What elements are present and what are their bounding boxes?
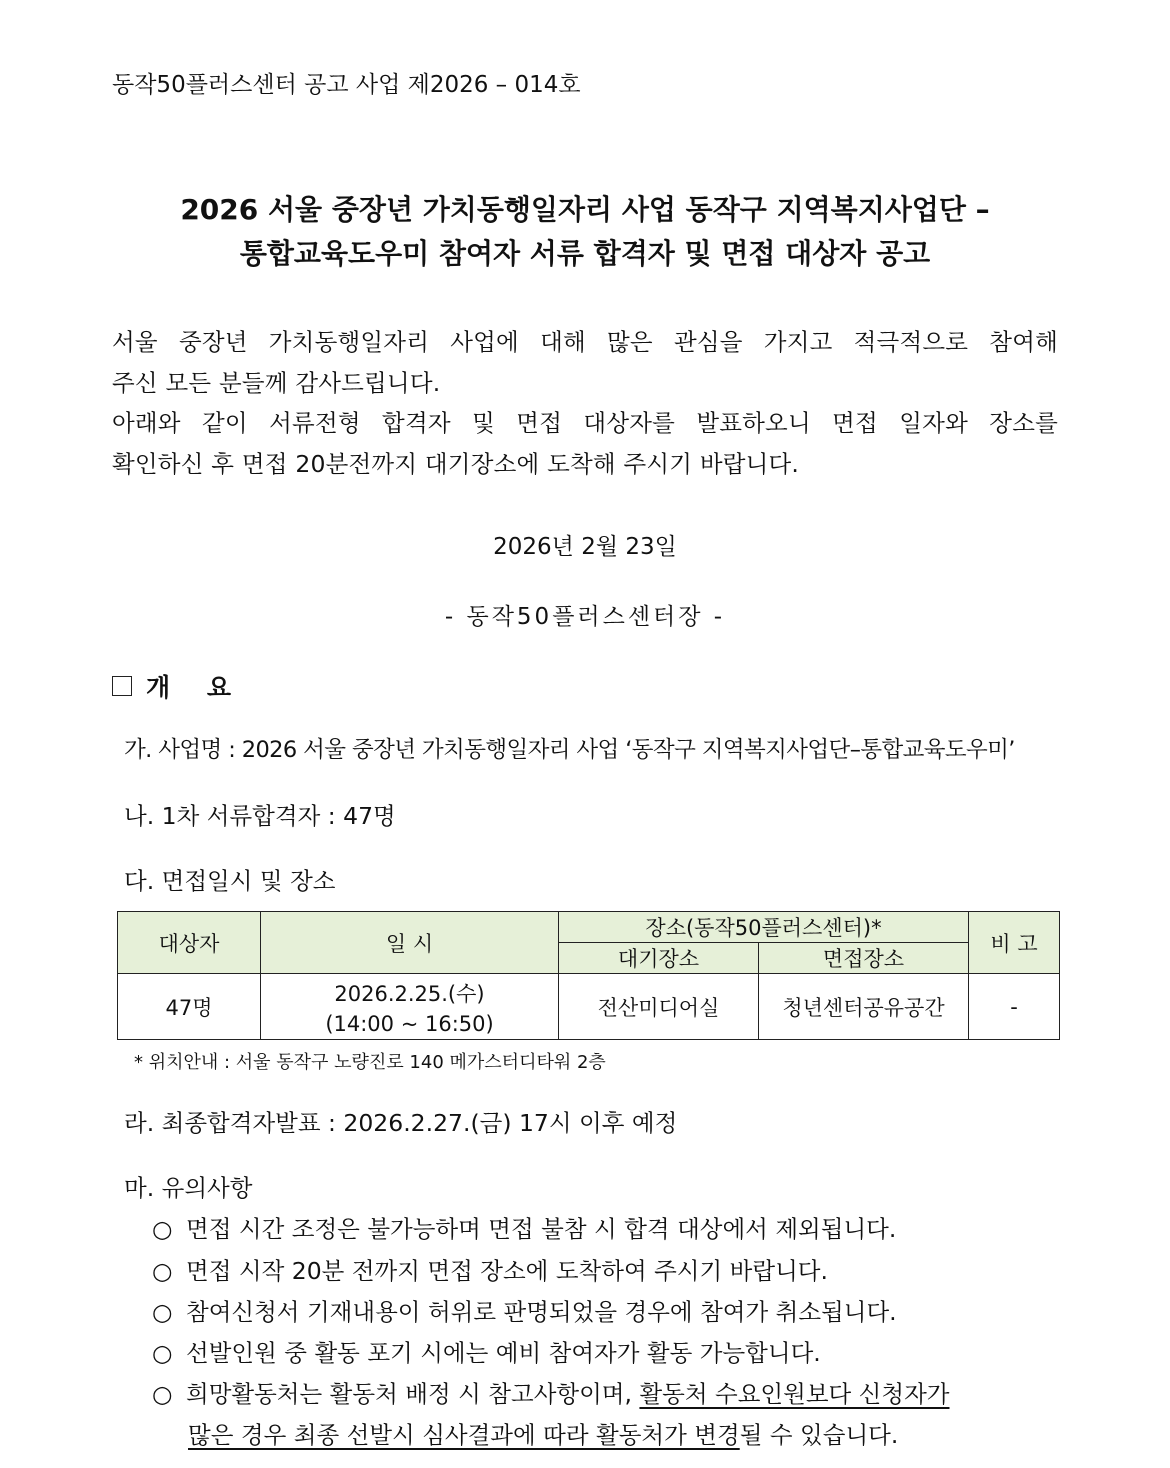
cell-date: 2026.2.25.(수) xyxy=(334,981,485,1006)
bullet-circle-icon: ○ xyxy=(152,1380,173,1408)
title-line-1: 2026 서울 중장년 가치동행일자리 사업 동작구 지역복지사업단 – xyxy=(180,193,990,226)
cell-remark: - xyxy=(969,974,1060,1040)
intro-line-1: 서울 중장년 가치동행일자리 사업에 대해 많은 관심을 가지고 적극적으로 참여해 xyxy=(112,328,1058,356)
section-heading xyxy=(112,668,245,704)
title-line-2: 통합교육도우미 참여자 서류 합격자 및 면접 대상자 공고 xyxy=(239,237,931,270)
cell-datetime xyxy=(261,974,559,1040)
header-remark: 비 고 xyxy=(969,912,1060,974)
location-note: * 위치안내 : 서울 동작구 노량진로 140 메가스터디타워 2층 xyxy=(134,1052,606,1073)
header-target: 대상자 xyxy=(118,912,261,974)
intro-line-2: 주신 모든 분들께 감사드립니다. xyxy=(112,369,441,397)
cell-time: (14:00 ~ 16:50) xyxy=(325,1011,494,1036)
issuer: - 동작50플러스센터장 - xyxy=(444,604,726,630)
note-text: 희망활동처는 활동처 배정 시 참고사항이며, xyxy=(186,1380,640,1408)
bullet-circle-icon: ○ xyxy=(152,1257,173,1285)
item-ga: 가. 사업명 : 2026 서울 중장년 가치동행일자리 사업 ‘동작구 지역복지사업단–통합교육도우미’ xyxy=(124,737,1015,763)
header-place-group: 장소(동작50플러스센터)* xyxy=(559,912,969,943)
note-text: 참여신청서 기재내용이 허위로 판명되었을 경우에 참여가 취소됩니다. xyxy=(186,1298,897,1326)
table-row xyxy=(118,974,1060,1040)
list-item xyxy=(152,1293,897,1327)
cell-target: 47명 xyxy=(118,974,261,1040)
bullet-circle-icon: ○ xyxy=(152,1215,173,1243)
note-text: 면접 시작 20분 전까지 면접 장소에 도착하여 주시기 바랍니다. xyxy=(186,1257,828,1285)
bullet-circle-icon: ○ xyxy=(152,1298,173,1326)
list-item xyxy=(152,1334,821,1368)
interview-schedule-table xyxy=(117,911,1060,1040)
list-item xyxy=(152,1375,950,1409)
item-ra: 라. 최종합격자발표 : 2026.2.27.(금) 17시 이후 예정 xyxy=(124,1109,678,1137)
note-text-underlined: 많은 경우 최종 선발시 심사결과에 따라 활동처가 변경 xyxy=(188,1421,740,1449)
checkbox-square-icon xyxy=(112,676,132,696)
header-datetime: 일 시 xyxy=(261,912,559,974)
header-interview-place: 면접장소 xyxy=(759,943,969,974)
note-text: 선발인원 중 활동 포기 시에는 예비 참여자가 활동 가능합니다. xyxy=(186,1339,821,1367)
header-waiting-place: 대기장소 xyxy=(559,943,759,974)
intro-line-3: 아래와 같이 서류전형 합격자 및 면접 대상자를 발표하오니 면접 일자와 장소를 xyxy=(112,409,1058,437)
list-item xyxy=(152,1252,828,1286)
item-ma: 마. 유의사항 xyxy=(124,1174,253,1202)
list-item xyxy=(152,1210,896,1244)
cell-interview-place: 청년센터공유공간 xyxy=(759,974,969,1040)
item-da: 다. 면접일시 및 장소 xyxy=(124,867,336,895)
note-text: 될 수 있습니다. xyxy=(739,1421,899,1449)
note-text: 면접 시간 조정은 불가능하며 면접 불참 시 합격 대상에서 제외됩니다. xyxy=(186,1215,897,1243)
list-item-continuation xyxy=(188,1416,898,1450)
note-text-underlined: 활동처 수요인원보다 신청자가 xyxy=(639,1380,950,1408)
announcement-date: 2026년 2월 23일 xyxy=(493,534,677,560)
section-title: 개 요 xyxy=(146,673,246,702)
document-number: 동작50플러스센터 공고 사업 제2026 – 014호 xyxy=(112,72,581,98)
bullet-circle-icon: ○ xyxy=(152,1339,173,1367)
cell-waiting-place: 전산미디어실 xyxy=(559,974,759,1040)
intro-line-4: 확인하신 후 면접 20분전까지 대기장소에 도착해 주시기 바랍니다. xyxy=(112,450,800,478)
item-na: 나. 1차 서류합격자 : 47명 xyxy=(124,802,396,830)
